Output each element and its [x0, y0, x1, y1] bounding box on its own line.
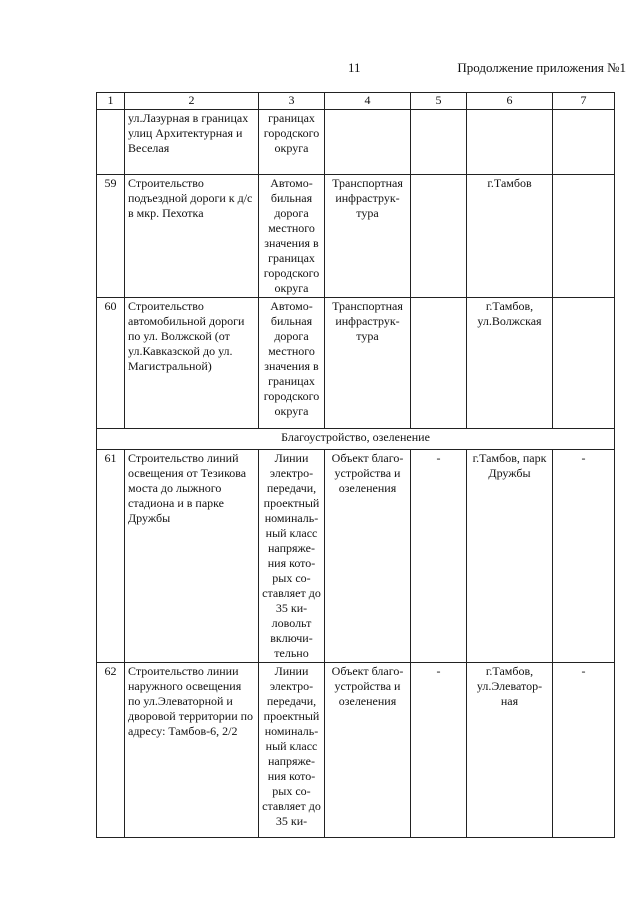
- table-row: [97, 298, 615, 429]
- column-number: 4: [325, 93, 411, 110]
- object-type: границах городского округа: [259, 110, 325, 175]
- object-capacity: [411, 298, 467, 429]
- page-number: 11: [348, 60, 361, 75]
- appendix-continuation-note: Продолжение приложения №1: [457, 60, 626, 75]
- object-capacity: -: [411, 663, 467, 838]
- object-purpose: Объект благо-устройства и озеленения: [325, 663, 411, 838]
- row-number: 59: [97, 175, 125, 298]
- object-zone: [553, 175, 615, 298]
- object-zone: [553, 298, 615, 429]
- object-type: Линии электро-передачи, проектный номиналь-ный класс напряже-ния кото-рых со-ставляет до 35 ки-ловольт включи-тельно: [259, 450, 325, 663]
- object-zone: -: [553, 663, 615, 838]
- column-number: 2: [125, 93, 259, 110]
- object-zone: -: [553, 450, 615, 663]
- column-number: 3: [259, 93, 325, 110]
- row-number: 60: [97, 298, 125, 429]
- object-location: г.Тамбов: [467, 175, 553, 298]
- object-name: ул.Лазурная в границах улиц Архитектурная и Веселая: [125, 110, 259, 175]
- table-row: [97, 175, 615, 298]
- object-purpose: Объект благо-устройства и озеленения: [325, 450, 411, 663]
- table-row: [97, 110, 615, 175]
- object-location: [467, 110, 553, 175]
- object-type: Автомо-бильная дорога местного значения в границах городского округа: [259, 175, 325, 298]
- object-name: Строительство автомобильной дороги по ул. Волжской (от ул.Кавказской до ул. Магистральной): [125, 298, 259, 429]
- object-type: Автомо-бильная дорога местного значения в границах городского округа: [259, 298, 325, 429]
- object-zone: [553, 110, 615, 175]
- section-header-row: [97, 429, 615, 450]
- object-purpose: Транспортная инфраструк-тура: [325, 175, 411, 298]
- object-capacity: -: [411, 450, 467, 663]
- table-row: [97, 450, 615, 663]
- objects-table: [96, 92, 615, 838]
- object-location: г.Тамбов, ул.Элеватор-ная: [467, 663, 553, 838]
- object-purpose: [325, 110, 411, 175]
- object-location: г.Тамбов, ул.Волжская: [467, 298, 553, 429]
- object-location: г.Тамбов, парк Дружбы: [467, 450, 553, 663]
- section-title: Благоустройство, озеленение: [97, 429, 615, 450]
- row-number: 61: [97, 450, 125, 663]
- table-row: [97, 663, 615, 838]
- object-purpose: Транспортная инфраструк-тура: [325, 298, 411, 429]
- row-number: 62: [97, 663, 125, 838]
- column-number: 7: [553, 93, 615, 110]
- column-number: 1: [97, 93, 125, 110]
- column-number: 5: [411, 93, 467, 110]
- object-name: Строительство линии наружного освещения по ул.Элеваторной и дворовой территории по адресу: Тамбов-6, 2/2: [125, 663, 259, 838]
- object-capacity: [411, 175, 467, 298]
- object-name: Строительство подъездной дороги к д/с в мкр. Пехотка: [125, 175, 259, 298]
- object-name: Строительство линий освещения от Тезикова моста до лыжного стадиона и в парке Дружбы: [125, 450, 259, 663]
- object-capacity: [411, 110, 467, 175]
- column-numbers-row: [97, 93, 615, 110]
- object-type: Линии электро-передачи, проектный номиналь-ный класс напряже-ния кото-рых со-ставляет до 35 ки-: [259, 663, 325, 838]
- column-number: 6: [467, 93, 553, 110]
- row-number: [97, 110, 125, 175]
